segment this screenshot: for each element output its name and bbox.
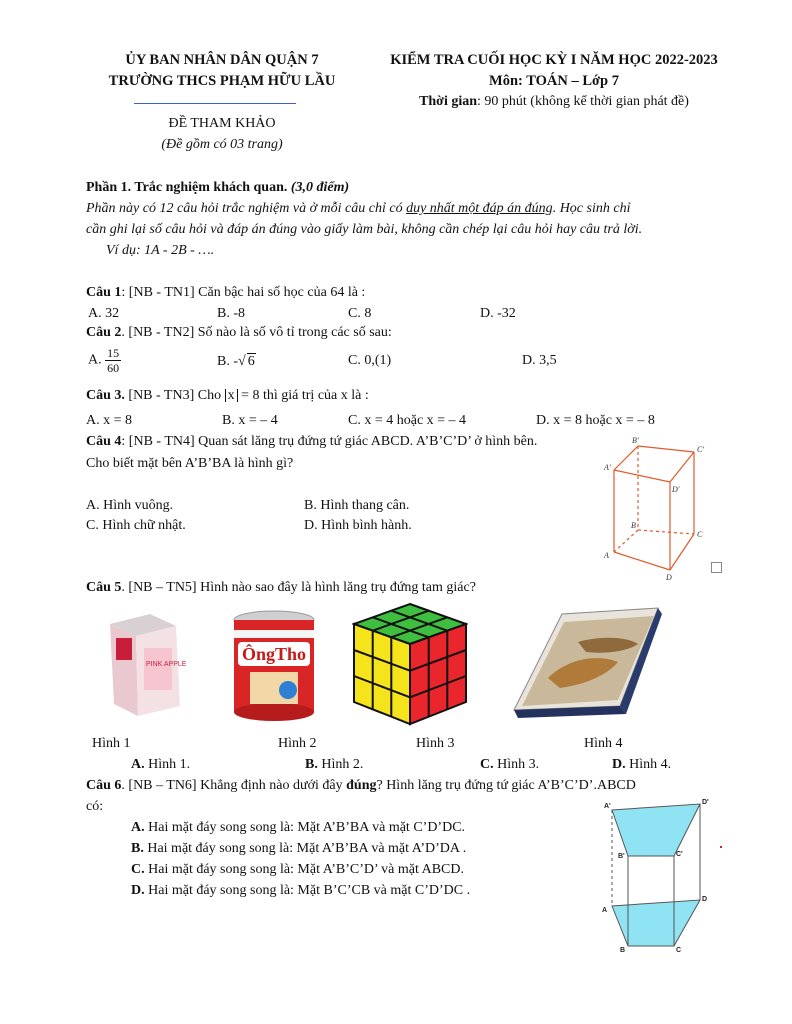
district-name: ỦY BAN NHÂN DÂN QUẬN 7 [125, 52, 319, 68]
caption-hinh-3: Hình 3 [416, 736, 455, 751]
q5-option-c: C. Hình 3. [480, 757, 540, 772]
doc-type: ĐỀ THAM KHẢO [168, 116, 276, 131]
q3-option-a: A. x = 8 [86, 413, 133, 428]
label-b: B [631, 521, 636, 530]
abs-value: x [225, 389, 238, 402]
q6-option-d: D. Hai mặt đáy song song là: Mặt B’C’CB và mặt C’D’DC . [131, 883, 471, 898]
header-underline [134, 103, 296, 104]
q4-stem: Câu 4: [NB - TN4] Quan sát lăng trụ đứng tứ giác ABCD. A’B’C’D’ ở hình bên. [86, 434, 538, 449]
q5-stem: Câu 5. [NB – TN5] Hình nào sao đây là hình lăng trụ đứng tam giác? [86, 580, 476, 595]
subject-line: Môn: TOÁN – Lớp 7 [489, 73, 619, 89]
q6-prism-figure [596, 796, 720, 954]
time-label: Thời gian [419, 94, 478, 109]
figure-tent-calendar [508, 606, 672, 720]
q4-option-b: B. Hình thang cân. [304, 498, 410, 513]
fraction: $\frac{15}{60}$ [107, 346, 120, 375]
label-c-prime: C' [697, 445, 705, 454]
q1-option-c: C. 8 [348, 306, 372, 321]
figure-milk-can [228, 608, 320, 724]
caption-hinh-2: Hình 2 [278, 736, 317, 751]
label-b-prime: B' [632, 436, 639, 445]
q6-stem: Câu 6. [NB – TN6] Khẳng định nào dưới đây đúng? Hình lăng trụ đứng tứ giác A’B’C’D’.ABCD [86, 778, 636, 793]
q1-option-b: B. -8 [217, 306, 245, 321]
label6-c: C [676, 947, 682, 954]
label6-d-prime: D' [702, 799, 709, 806]
part1-title: Phần 1. Trắc nghiệm khách quan. (3,0 điểm) [86, 180, 350, 195]
pages-note: (Đề gồm có 03 trang) [161, 137, 283, 152]
caption-hinh-1: Hình 1 [92, 736, 131, 751]
label6-b-prime: B' [618, 853, 625, 860]
label-a: A [604, 551, 609, 560]
q6-option-c: C. Hai mặt đáy song song là: Mặt A’B’C’D’ và mặt ABCD. [131, 862, 464, 877]
label6-a: A [602, 907, 608, 914]
q4-prism-figure [598, 434, 724, 584]
label-c: C [697, 530, 703, 539]
q6-stem-2: có: [86, 799, 104, 814]
small-checkbox-icon [711, 562, 722, 573]
q3-option-c: C. x = 4 hoặc x = – 4 [348, 413, 467, 428]
q3-option-d: D. x = 8 hoặc x = – 8 [536, 413, 655, 428]
label-d: D [666, 573, 672, 582]
q6-option-b: B. Hai mặt đáy song song là: Mặt A’B’BA và mặt A’D’DA . [131, 841, 467, 856]
q6-option-a: A. Hai mặt đáy song song là: Mặt A’B’BA và mặt C’D’DC. [131, 820, 466, 835]
q5-option-b: B. Hình 2. [305, 757, 364, 772]
q1-option-d: D. -32 [480, 306, 516, 321]
q1-option-a: A. 32 [88, 306, 120, 321]
q2-option-a: A. $\frac{15}{60}$ [88, 346, 120, 375]
q1-stem: Câu 1: [NB - TN1] Căn bậc hai số học của 64 là : [86, 285, 366, 300]
sqrt-icon: √ [238, 354, 246, 369]
figure-rubik-cube [352, 602, 468, 726]
time-line [360, 94, 748, 110]
school-name: TRƯỜNG THCS PHẠM HỮU LẦU [108, 73, 336, 89]
label-a-prime: A' [604, 463, 611, 472]
time-value: : 90 phút (không kể thời gian phát đề) [477, 94, 689, 109]
q4-option-d: D. Hình bình hành. [304, 518, 412, 533]
label6-d: D [702, 896, 708, 903]
q4-option-a: A. Hình vuông. [86, 498, 174, 513]
box-label: PINK APPLE [146, 661, 187, 668]
figure-juice-box [104, 608, 188, 720]
part1-instruction: Phần này có 12 câu hỏi trắc nghiệm và ở mỗi câu chỉ có duy nhất một đáp án đúng. Học sinh chỉ [86, 201, 631, 216]
can-brand: ÔngTho [241, 644, 307, 664]
q4-stem-2: Cho biết mặt bên A’B’BA là hình gì? [86, 456, 294, 471]
q2-stem: Câu 2. [NB - TN2] Số nào là số vô tỉ trong các số sau: [86, 325, 392, 340]
q2-option-c: C. 0,(1) [348, 353, 392, 368]
part1-instruction-2: cần ghi lại số câu hỏi và đáp án đúng vào giấy làm bài, không cần chép lại câu hỏi hay câu trả lời. [86, 222, 643, 237]
q5-option-d: D. Hình 4. [612, 757, 672, 772]
label6-a-prime: A' [604, 803, 611, 810]
label6-c-prime: C' [676, 851, 683, 858]
part1-example: Ví dụ: 1A - 2B - …. [106, 243, 215, 258]
label6-b: B [620, 947, 626, 954]
q2-option-b: B. -√ 6 [217, 354, 255, 369]
label-d-prime: D' [672, 485, 680, 494]
red-dot [720, 846, 722, 848]
exam-title: KIỂM TRA CUỐI HỌC KỲ I NĂM HỌC 2022-2023 [390, 52, 718, 68]
caption-hinh-4: Hình 4 [584, 736, 623, 751]
q4-option-c: C. Hình chữ nhật. [86, 518, 186, 533]
q2-option-d: D. 3,5 [522, 353, 557, 368]
q3-stem: Câu 3. [NB - TN3] Cho x = 8 thì giá trị của x là : [86, 388, 369, 403]
q5-option-a: A. Hình 1. [131, 757, 191, 772]
q3-option-b: B. x = – 4 [222, 413, 278, 428]
